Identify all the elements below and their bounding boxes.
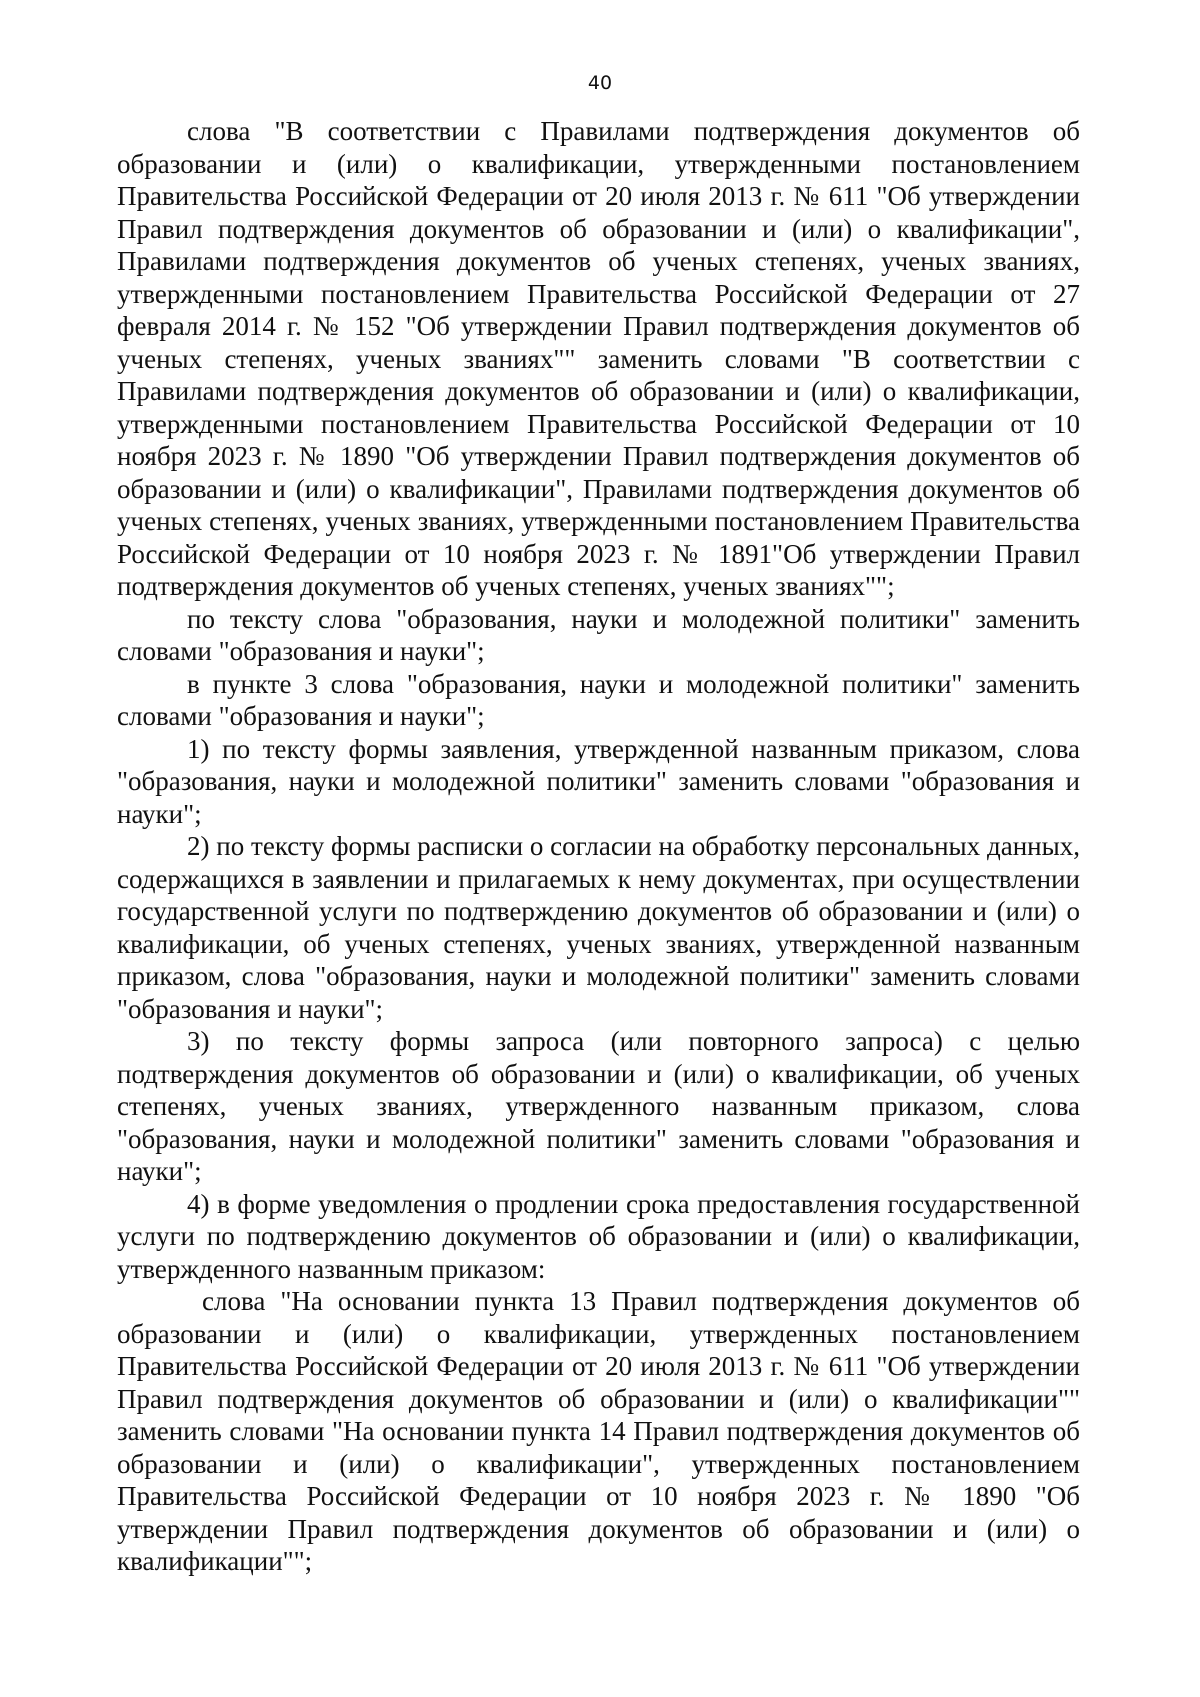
- paragraph-item-1: 1) по тексту формы заявления, утвержденной названным приказом, слова "образования, науки и молодежной политики" заменить словами "образования и науки";: [117, 733, 1080, 829]
- paragraph-replacement-rules: слова "В соответствии с Правилами подтверждения документов об образовании и (или) о квалификации, утвержденными постановлением Правительства Российской Федерации от 20 июля 2013 г. № 611 "Об утверждении Правил подтверждения документов об образовании и (или) о квалификации", Правилами подтверждения документов об ученых степенях, ученых званиях, утвержденными постановлением Правительства Российской Федерации от 27 февраля 2014 г. № 152 "Об утверждении Правил подтверждения документов об ученых степенях, ученых званиях"" заменить словами "В соответствии с Правилами подтверждения документов об образовании и (или) о квалификации, утвержденными постановлением Правительства Российской Федерации от 10 ноября 2023 г. № 1890 "Об утверждении Правил подтверждения документов об образовании и (или) о квалификации", Правилами подтверждения документов об ученых степенях, ученых званиях, утвержденными постановлением Правительства Российской Федерации от 10 ноября 2023 г. № 1891"Об утверждении Правил подтверждения документов об ученых степенях, ученых званиях"";: [117, 116, 1080, 601]
- paragraph-text-replacement: по тексту слова "образования, науки и молодежной политики" заменить словами "образования и науки";: [117, 603, 1080, 666]
- paragraph-clause-3: в пункте 3 слова "образования, науки и молодежной политики" заменить словами "образования и науки";: [117, 668, 1080, 731]
- paragraph-item-3: 3) по тексту формы запроса (или повторного запроса) с целью подтверждения документов об образовании и (или) о квалификации, об ученых степенях, ученых званиях, утвержденного названным приказом, слова "образования, науки и молодежной политики" заменить словами "образования и науки";: [117, 1026, 1080, 1186]
- paragraph-item-4: 4) в форме уведомления о продлении срока предоставления государственной услуги по подтверждению документов об образовании и (или) о квалификации, утвержденного названным приказом:: [117, 1188, 1080, 1284]
- paragraph-item-2: 2) по тексту формы расписки о согласии на обработку персональных данных, содержащихся в заявлении и прилагаемых к нему документах, при осуществлении государственной услуги по подтверждению документов об образовании и (или) о квалификации, об ученых степенях, ученых званиях, утвержденной названным приказом, слова "образования, науки и молодежной политики" заменить словами "образования и науки";: [117, 831, 1080, 1024]
- document-body: [117, 115, 1080, 1578]
- paragraph-item-4-words: слова "На основании пункта 13 Правил подтверждения документов об образовании и (или) о квалификации, утвержденных постановлением Правительства Российской Федерации от 20 июля 2013 г. № 611 "Об утверждении Правил подтверждения документов об образовании и (или) о квалификации"" заменить словами "На основании пункта 14 Правил подтверждения документов об образовании и (или) о квалификации", утвержденных постановлением Правительства Российской Федерации от 10 ноября 2023 г. № 1890 "Об утверждении Правил подтверждения документов об образовании и (или) о квалификации"";: [117, 1286, 1080, 1576]
- page-number: 40: [587, 72, 613, 94]
